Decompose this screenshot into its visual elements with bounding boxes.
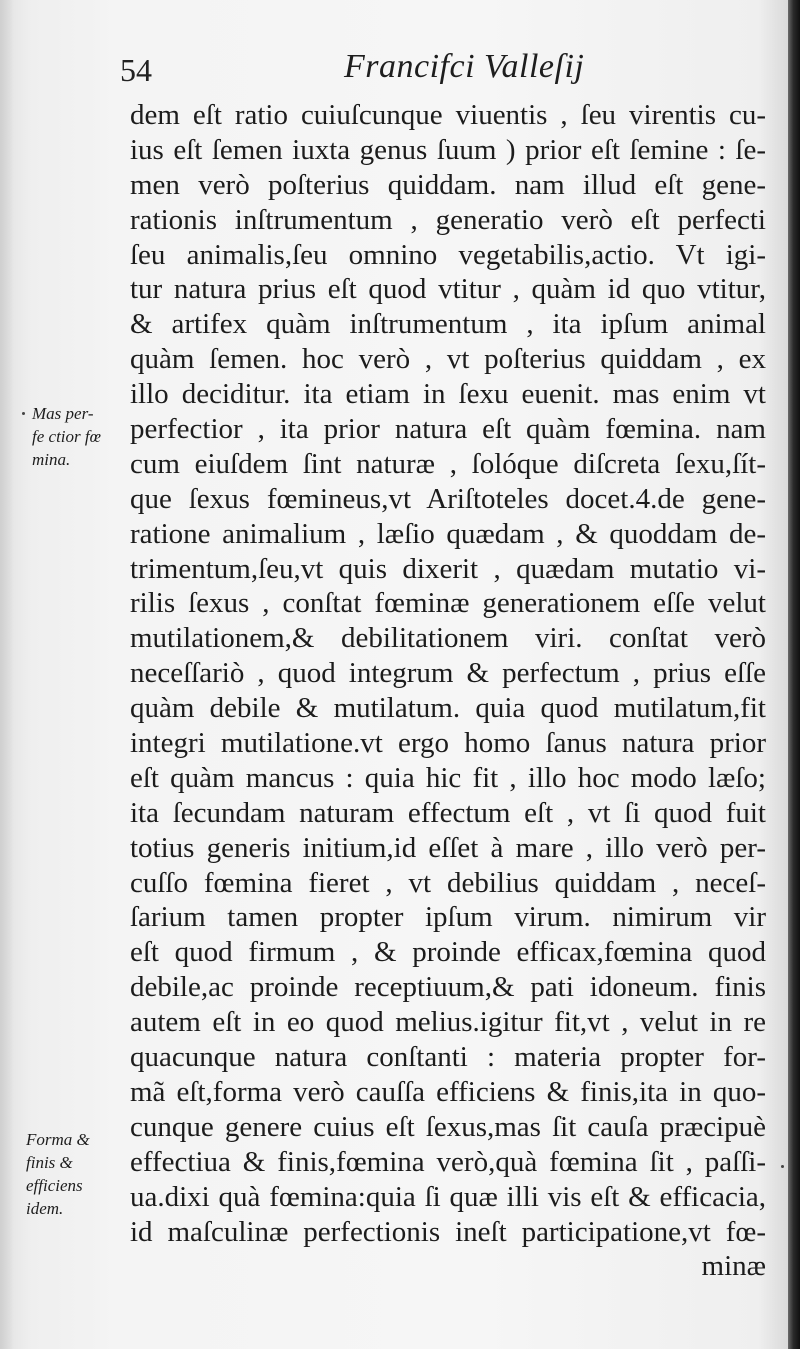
marginal-note-line: fe ctior fœ	[32, 427, 101, 446]
marginal-note-line: Forma &	[26, 1130, 90, 1149]
text-line: dem eſt ratio cuiuſcunque viuentis , ſeu virentis cu-	[130, 99, 766, 131]
text-line: debile,ac proinde receptiuum,& pati idoneum. finis	[130, 971, 766, 1004]
text-line: ita ſecundam naturam effectum eſt , vt ſi quod fuit	[130, 796, 766, 829]
text-line: ratione animalium , læſio quædam , & quoddam de-	[130, 517, 766, 550]
text-line: illo deciditur. ita etiam in ſexu euenit. mas enim vt	[130, 378, 766, 411]
text-line: totius generis initium,id eſſet à mare , illo verò per-	[130, 831, 766, 864]
text-line: minæ	[701, 1250, 766, 1283]
text-line: rationis inſtrumentum , generatio verò eſt perfecti	[130, 203, 766, 236]
text-line: perfectior , ita prior natura eſt quàm fœmina. nam	[130, 413, 766, 446]
text-line: mutilationem,& debilitationem viri. conſtat verò	[130, 622, 766, 655]
text-line: ua.dixi quà fœmina:quia ſi quæ illi vis eſt & efficacia,	[130, 1180, 766, 1213]
marginal-note-line: efficiens	[26, 1176, 83, 1195]
page-number: 54	[120, 52, 152, 88]
text-line: & artifex quàm inſtrumentum , ita ipſum animal	[130, 308, 766, 341]
text-line: mã eſt,forma verò cauſſa efficiens & finis,ita in quo-	[130, 1075, 766, 1108]
text-line: rilis ſexus , conſtat fœminæ generationem eſſe velut	[130, 587, 766, 620]
text-line: cum eiuſdem ſint naturæ , ſolóque diſcreta ſexu,ſít-	[130, 447, 766, 480]
marginal-note-1	[32, 402, 101, 471]
ink-speck	[22, 412, 25, 415]
text-line: quàm ſemen. hoc verò , vt poſterius quiddam , ex	[130, 343, 766, 376]
text-line: men verò poſterius quiddam. nam illud eſt gene-	[130, 168, 766, 201]
text-line: ius eſt ſemen iuxta genus ſuum ) prior eſt ſemine : ſe-	[130, 133, 766, 166]
text-line: eſt quod firmum , & proinde efficax,fœmina quod	[130, 936, 766, 969]
marginal-note-line: finis &	[26, 1153, 73, 1172]
body-text	[130, 98, 766, 1284]
marginal-note-line: mina.	[32, 450, 71, 469]
page-header	[118, 48, 768, 94]
text-line: quacunque natura conſtanti : materia propter for-	[130, 1041, 766, 1074]
text-line: que ſexus fœmineus,vt Ariſtoteles docet.4.de gene-	[130, 482, 766, 515]
text-line: ſeu animalis,ſeu omnino vegetabilis,actio. Vt igi-	[130, 238, 766, 271]
page-edge-shadow	[788, 0, 800, 1349]
text-line: effectiua & finis,fœmina verò,quà fœmina ſit , paſſi-	[130, 1145, 766, 1178]
ink-speck	[781, 1165, 784, 1168]
marginal-note-2	[26, 1128, 90, 1220]
text-line: id maſculinæ perfectionis ineſt participatione,vt fœ-	[130, 1215, 766, 1248]
text-line: integri mutilatione.vt ergo homo ſanus natura prior	[130, 727, 766, 760]
text-line: neceſſariò , quod integrum & perfectum , prius eſſe	[130, 657, 766, 690]
text-line: autem eſt in eo quod melius.igitur fit,vt , velut in re	[130, 1006, 766, 1039]
marginal-note-line: Mas per-	[32, 404, 94, 423]
text-line: trimentum,ſeu,vt quis dixerit , quædam mutatio vi-	[130, 552, 766, 585]
marginal-note-line: idem.	[26, 1199, 64, 1218]
running-head: Francifci Valleſij	[344, 48, 585, 85]
gutter-shadow	[0, 0, 14, 1349]
text-line: cunque genere cuius eſt ſexus,mas ſit cauſa præcipuè	[130, 1110, 766, 1143]
text-line: eſt quàm mancus : quia hic fit , illo hoc modo læſo;	[130, 761, 766, 794]
text-line: cuſſo fœmina fieret , vt debilius quiddam , neceſ-	[130, 866, 766, 899]
text-line: tur natura prius eſt quod vtitur , quàm id quo vtitur,	[130, 273, 766, 306]
text-line: ſarium tamen propter ipſum virum. nimirum vir	[130, 901, 766, 934]
text-line: quàm debile & mutilatum. quia quod mutilatum,fit	[130, 692, 766, 725]
